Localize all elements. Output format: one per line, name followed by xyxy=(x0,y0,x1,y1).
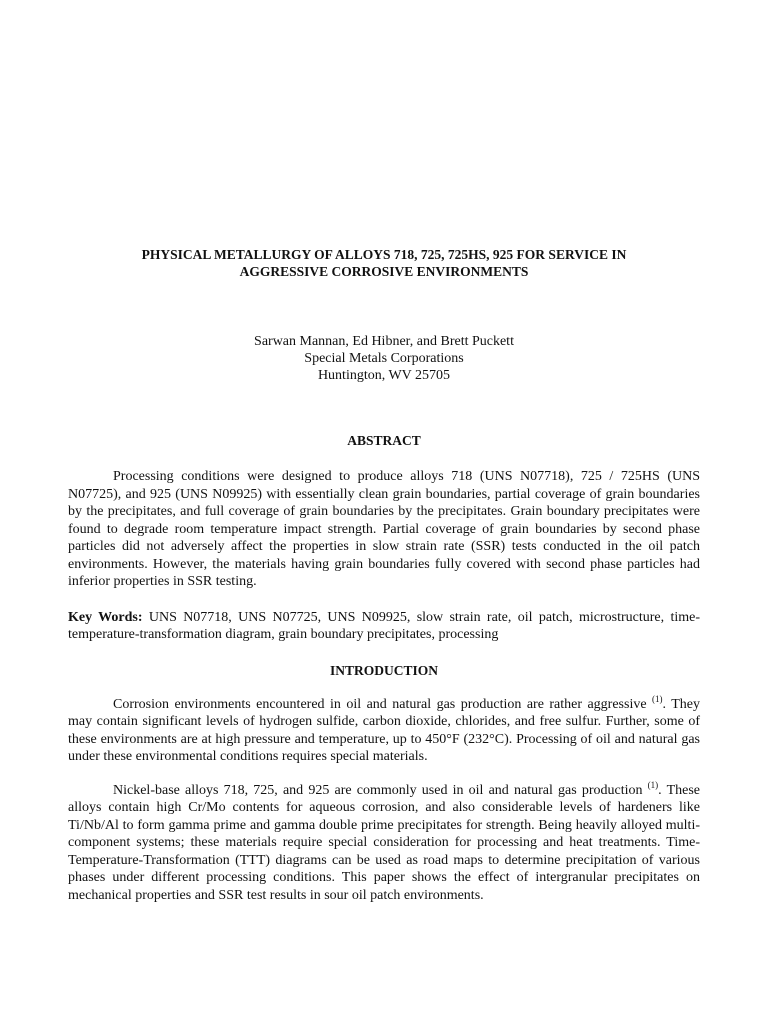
author-names: Sarwan Mannan, Ed Hibner, and Brett Puckett xyxy=(254,334,514,349)
intro-p2-text-b: . These alloys contain high Cr/Mo contents for aqueous corrosion, and also considerable levels of hardeners like Ti/Nb/Al to form gamma prime and gamma double prime precipitates for strength. Being heavily alloyed multi-component systems; these materials require special consideration for processing and heat treatments. Time-Temperature-Transformation (TTT) diagrams can be used as road maps to determine precipitation of various phases under different processing conditions. This paper shows the effect of intergranular precipitates on mechanical properties and SSR test results in sour oil patch environments. xyxy=(68,782,700,903)
paper-title-line-1: PHYSICAL METALLURGY OF ALLOYS 718, 725, 725HS, 925 FOR SERVICE IN xyxy=(141,247,627,262)
introduction-heading: INTRODUCTION xyxy=(329,662,438,678)
keywords-label: Key Words: xyxy=(68,609,143,625)
paper-title-line-2: AGGRESSIVE CORROSIVE ENVIRONMENTS xyxy=(239,264,529,279)
keywords-text: UNS N07718, UNS N07725, UNS N09925, slow strain rate, oil patch, microstructure, time-temperature-transformation diagram, grain boundary precipitates, processing xyxy=(68,609,700,642)
reference-marker: (1) xyxy=(652,693,663,704)
introduction-paragraph-1 xyxy=(68,693,700,766)
author-block xyxy=(68,333,700,384)
intro-p1-text-a: Corrosion environments encountered in oil and natural gas production are rather aggressive xyxy=(113,696,653,712)
author-location: Huntington, WV 25705 xyxy=(317,368,451,383)
paper-content xyxy=(68,246,700,904)
intro-p1-text-b: . They may contain significant levels of hydrogen sulfide, carbon dioxide, chlorides, and free sulfur. Further, some of these environments are at high pressure and temperature, up to 450°F (232°C). Processing of oil and natural gas under these environmental conditions requires special materials. xyxy=(68,696,700,764)
keywords-paragraph xyxy=(68,609,700,644)
introduction-paragraph-2 xyxy=(68,779,700,905)
reference-marker: (1) xyxy=(647,779,659,790)
intro-p2-text-a: Nickel-base alloys 718, 725, and 925 are commonly used in oil and natural gas production xyxy=(113,782,648,798)
author-affiliation: Special Metals Corporations xyxy=(304,351,464,366)
paper-title xyxy=(68,246,700,280)
abstract-heading: ABSTRACT xyxy=(347,433,421,448)
abstract-text: Processing conditions were designed to produce alloys 718 (UNS N07718), 725 / 725HS (UNS N07725), and 925 (UNS N09925) with essentially clean grain boundaries, partial coverage of grain boundaries by the precipitates, and full coverage of grain boundaries by the precipitates. Grain boundary precipitates were found to degrade room temperature impact strength. Partial coverage of grain boundaries by second phase particles did not adversely affect the properties in slow strain rate (SSR) tests conducted in the oil patch environments. However, the materials having grain boundaries fully covered with second phase particles had inferior properties in SSR testing. xyxy=(68,469,700,589)
